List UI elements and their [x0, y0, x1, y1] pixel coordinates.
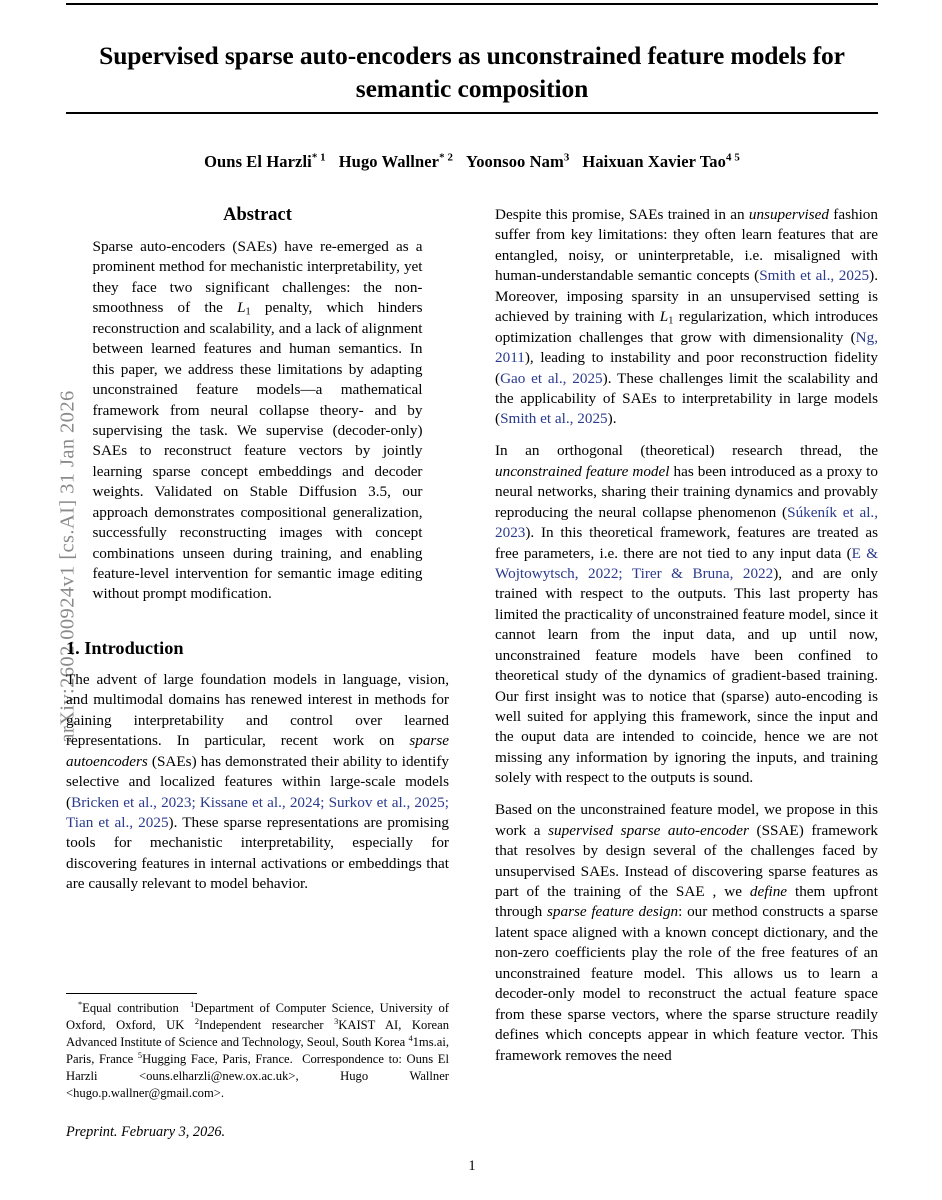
footnote-text: [66, 1000, 449, 1102]
citation-link[interactable]: E & Wojtowytsch, 2022; Tirer & Bruna, 2022: [495, 544, 879, 582]
right-p1-f: ). These challenges limit the scalability and the applicability of SAEs to interpretability in large models (: [495, 369, 878, 428]
author-entry: [204, 152, 326, 171]
affiliation-4: 1ms.ai, Paris, France: [66, 1034, 449, 1066]
author-entry: [466, 152, 569, 171]
author-name: Haixuan Xavier Tao: [582, 152, 727, 171]
equal-contribution-text: Equal contribution: [82, 1001, 179, 1015]
citation-link[interactable]: Smith et al., 2025: [500, 410, 608, 428]
right-p1-d: regularization, which introduces optimization challenges that grow with dimensionality (: [495, 308, 878, 346]
right-p1-c: ). Moreover, imposing sparsity in an unsupervised setting is achieved by training with: [495, 267, 879, 326]
right-p3-italic-3: sparse feature design: [546, 903, 679, 921]
intro-p1-b: (SAEs) has demonstrated their ability to identify selective and localized features within large-scale models (: [66, 752, 449, 811]
footnote-block: [66, 993, 449, 1141]
affiliation-3: KAIST AI, Korean Advanced Institute of Science and Technology, Seoul, South Korea: [66, 1017, 449, 1049]
citation-link[interactable]: Ng, 2011: [495, 328, 878, 367]
right-p2-italic: unconstrained feature model: [495, 462, 670, 480]
right-paragraph-2: [495, 441, 878, 788]
section-heading-introduction: 1. Introduction: [66, 637, 184, 658]
left-column: [66, 205, 449, 905]
right-p1-g: ).: [607, 410, 617, 428]
right-p3-d: : our method constructs a sparse latent space aligned with a known concept dictionary, and the non-zero coefficients play the role of the free features of an unconstrained feature model. This allows us to learn a decoder-only model to reconstruct the actual feature space from these sparse vectors, where the sparse structure readily defines which concepts appear in which feature vector. This framework removes the need: [495, 903, 878, 1064]
right-p1-e: ), leading to instability and poor reconstruction fidelity (: [495, 349, 878, 387]
affiliation-4-mark: 4: [408, 1033, 413, 1043]
right-p1-italic: unsupervised: [748, 206, 830, 223]
header-rule-bottom: [66, 112, 878, 114]
right-paragraph-1: [495, 205, 878, 430]
math-l1-base: L: [237, 299, 246, 317]
right-p2-c: ). In this theoretical framework, features are treated as free parameters, i.e. there are not tied to any input data (: [495, 524, 878, 562]
intro-paragraph-1: [66, 670, 449, 895]
equal-contribution-mark: *: [78, 999, 83, 1009]
correspondence-text: Correspondence to: Ouns El Harzli <ouns.elharzli@new.ox.ac.uk>, Hugo Wallner <hugo.p.wallner@gmail.com>.: [66, 1051, 449, 1100]
right-p1-b: fashion suffer from key limitations: they often learn features that are entangled, noisy, or uninterpretable, i.e. misaligned with human-understandable semantic concepts (: [495, 206, 878, 285]
author-entry: [339, 152, 453, 171]
right-p3-italic-2: define: [749, 883, 788, 900]
abstract-text: [93, 237, 423, 605]
intro-p1-a: The advent of large foundation models in language, vision, and multimodal domains has renewed interest in methods for gaining interpretability and control over learned representations. In particular, recent work on: [66, 670, 449, 750]
abstract-heading: Abstract: [223, 205, 292, 225]
intro-p1-c: ). These sparse representations are promising tools for mechanistic interpretability, especially for discovering features in internal activations or embeddings that are causally relevant to model behavior.: [66, 813, 449, 893]
affiliation-1: Department of Computer Science, University of Oxford, Oxford, UK: [66, 1001, 449, 1032]
author-entry: [582, 152, 740, 171]
right-column: [495, 205, 878, 1077]
math-l1-base: L: [659, 308, 669, 326]
citation-link[interactable]: Gao et al., 2025: [500, 369, 603, 387]
author-name: Hugo Wallner: [338, 152, 440, 171]
right-p1-a: Despite this promise, SAEs trained in an: [495, 206, 749, 223]
affiliation-2-mark: 2: [194, 1016, 200, 1026]
affiliation-5: Hugging Face, Paris, France.: [142, 1051, 293, 1066]
page-title: Supervised sparse auto-encoders as unconstrained feature models for semantic composition: [99, 41, 845, 104]
math-l1: [237, 299, 251, 316]
right-p3-b: (SSAE) framework that resolves by design several of the challenges faced by unsupervised SAEs. Instead of discovering sparse features as part of the training of the SAE , we: [495, 821, 878, 900]
author-affiliation-marks: 4 5: [726, 151, 740, 164]
preprint-note: Preprint. February 3, 2026.: [66, 1123, 226, 1140]
citation-link[interactable]: Súkeník et al., 2023: [495, 503, 879, 542]
affiliation-3-mark: 3: [334, 1016, 339, 1026]
right-p3-italic-1: supervised sparse auto-encoder: [548, 821, 749, 839]
citation-link[interactable]: Smith et al., 2025: [759, 267, 870, 285]
math-l1-subscript: 1: [668, 315, 674, 327]
affiliation-1-mark: 1: [190, 999, 195, 1009]
author-affiliation-marks: * 2: [439, 151, 454, 164]
affiliation-5-mark: 5: [137, 1050, 143, 1060]
header-rule-top: [66, 3, 878, 5]
intro-p1-italic: sparse autoencoders: [66, 732, 449, 770]
right-p3-c: them upfront through: [495, 883, 878, 921]
right-p2-d: ), and are only trained with respect to the outputs. This last property has limited the practicality of unconstrained feature model, since it cannot learn from the input data, and up until now, unconstrained feature models have been confined to theoretical study of the dynamics of gradient-based training. Our first insight was to notice that (sparse) auto-encoding is well suited for applying this framework, since the input and the ouput data are intended to coincide, hence we are not missing any information by ignoring the inputs, and training solely with respect to the outputs is sound.: [495, 564, 879, 787]
citation-link[interactable]: Bricken et al., 2023; Kissane et al., 2024; Surkov et al., 2025; Tian et al., 2025: [66, 793, 449, 831]
abstract-text-part1: Sparse auto-encoders (SAEs) have re-emerged as a prominent method for mechanistic interpretability, yet they face two significant challenges: the non-smoothness of the: [92, 238, 423, 317]
right-p2-a: In an orthogonal (theoretical) research thread, the: [495, 442, 878, 460]
affiliation-2: Independent researcher: [199, 1017, 335, 1032]
right-p3-a: Based on the unconstrained feature model, we propose in this work a: [495, 801, 878, 839]
author-name: Yoonsoo Nam: [466, 152, 564, 171]
author-list: [66, 152, 878, 172]
author-affiliation-marks: * 1: [311, 151, 326, 164]
arxiv-identifier-stamp: arXiv:2602.00924v1 [cs.AI] 31 Jan 2026: [56, 390, 79, 743]
author-name: Ouns El Harzli: [204, 152, 312, 171]
math-l1: [660, 308, 674, 325]
paper-page: [66, 0, 878, 1200]
right-p2-b: has been introduced as a proxy to neural networks, sharing their training dynamics and provably reproducing the neural collapse phenomenon (: [495, 462, 878, 521]
author-affiliation-marks: 3: [563, 151, 570, 164]
page-number: 1: [468, 1158, 476, 1174]
abstract-text-part2: penalty, which hinders reconstruction and scalability, and a lack of alignment between learned features and human semantics. In this paper, we address these limitations by adapting unconstrained feature models—a mathematical framework from neural collapse theory- and by supervising the task. We supervise (decoder-only) SAEs to reconstruct feature vectors by jointly learning sparse concept embeddings and decoder weights. Validated on Stable Diffusion 3.5, our approach demonstrates compositional generalization, successfully reconstructing images with concept combinations unseen during training, and enabling feature-level intervention for semantic image editing without prompt modification.: [92, 299, 423, 603]
right-paragraph-3: [495, 800, 878, 1066]
footnote-rule: [66, 993, 197, 994]
math-l1-subscript: 1: [245, 306, 251, 318]
